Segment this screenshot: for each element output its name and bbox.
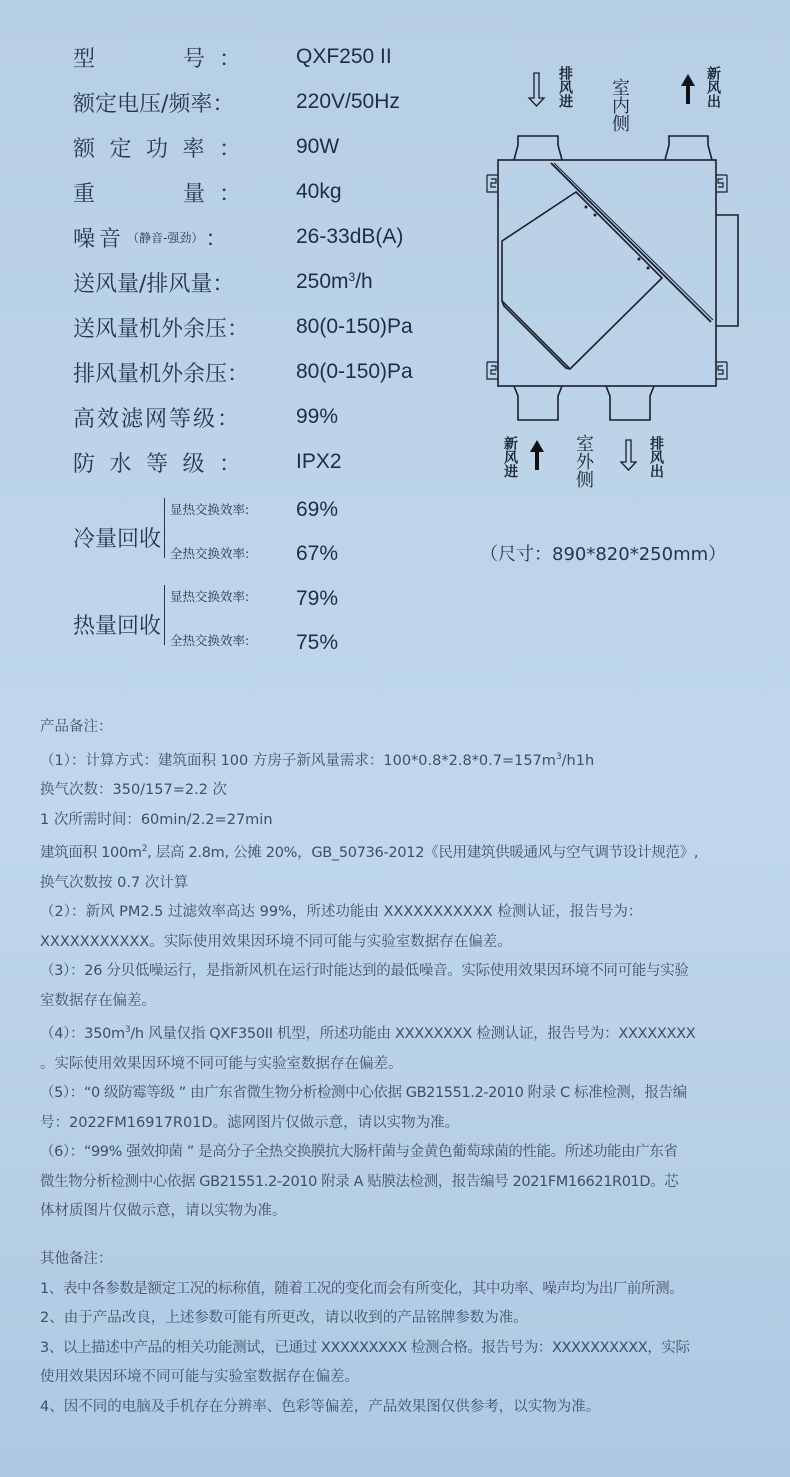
spec-value-filter: 99%: [296, 405, 339, 428]
label-char: 等: [145, 451, 168, 477]
spec-value-waterproof: IPX2: [296, 450, 342, 473]
recovery-title: 热量回收: [73, 614, 162, 639]
note-line: （5）：“0 级防霉等级 ” 由广东省微生物分析检测中心依据 GB21551.2-2010 附录 C 标准检测，报告编: [40, 1085, 687, 1101]
label-text: 噪音: [73, 226, 126, 252]
cooling-recovery-group: [73, 498, 373, 578]
note-text: /h 风量仅指 QXF350II 机型，所述功能由 XXXXXXXX 检测认证，报告号为：XXXXXXXX: [130, 1026, 696, 1042]
note-line: 微生物分析检测中心依据 GB21551.2-2010 附录 A 贴膜法检测，报告编号 2021FM16621R01D。芯: [40, 1173, 679, 1190]
note-line: 4、因不同的电脑及手机存在分辨率、色彩等偏差，产品效果图仅供参考，以实物为准。: [40, 1398, 601, 1415]
heating-recovery-group: [73, 585, 373, 665]
fresh-out-label: 新风出: [705, 66, 721, 108]
note-line: （2）：新风 PM2.5 过滤效率高达 99%，所述功能由 XXXXXXXXXXX 检测认证，报告号为：: [40, 904, 643, 920]
spec-value-voltage: 220V/50Hz: [296, 90, 400, 113]
label-char: 号: [182, 46, 205, 72]
outdoor-side-label: 室外侧: [573, 434, 594, 488]
note-line: 1、表中各参数是额定工况的标称值，随着工况的变化而会有所变化，其中功率、噪声均为出厂前所测。: [40, 1280, 684, 1297]
recovery-value: 67%: [296, 542, 339, 565]
spec-row-noise: [73, 222, 404, 252]
spec-label: [73, 87, 297, 118]
label-text: 高效滤网等级：: [73, 406, 242, 432]
spec-row-exhaust-pressure: [73, 357, 413, 387]
spec-value-supply-pressure: 80(0-150)Pa: [296, 315, 413, 338]
value-text: 250m: [296, 270, 349, 293]
spec-row-model: [73, 42, 392, 72]
spec-label: [73, 42, 241, 73]
exhaust-in-label: 排风进: [557, 66, 573, 108]
note-line: 1 次所需时间：60min/2.2=27min: [40, 811, 273, 828]
spec-label: [73, 177, 241, 208]
note-line: [40, 743, 760, 777]
dimensions-text: （尺寸：890*820*250mm）: [480, 544, 727, 565]
bracket-divider: [164, 498, 165, 558]
spec-label: [73, 402, 297, 433]
note-line: [40, 835, 760, 869]
recovery-sub-label: 全热交换效率:: [170, 633, 250, 648]
note-line: （3）：26 分贝低噪运行，是指新风机在运行时能达到的最低噪音。实际使用效果因环境不同可能与实验: [40, 963, 689, 979]
spec-row-voltage: [73, 87, 400, 117]
spec-row-airflow: [73, 267, 373, 297]
value-sup: 3: [348, 270, 356, 284]
note-line: 2、由于产品改良，上述参数可能有所更改，请以收到的产品铭牌参数为准。: [40, 1310, 528, 1326]
hollow-down-arrow-icon: [529, 73, 544, 106]
recovery-value: 79%: [296, 587, 339, 610]
note-sup: 3: [124, 1025, 131, 1035]
indoor-side-label: 室内侧: [609, 78, 630, 132]
recovery-value: 75%: [296, 631, 339, 654]
note-sup: 2: [141, 844, 148, 854]
note-sup: 3: [555, 751, 562, 762]
label-char: 功: [145, 136, 168, 162]
label-char: 额: [73, 136, 96, 162]
hollow-down-arrow-icon: [621, 440, 636, 470]
label-char: 率: [182, 136, 205, 162]
spec-label: [73, 447, 241, 478]
note-line: [40, 1016, 760, 1050]
spec-row-waterproof: [73, 447, 342, 477]
note-text: 建筑面积 100m: [40, 845, 142, 861]
spec-row-weight: [73, 177, 342, 207]
spec-row-supply-pressure: [73, 312, 413, 342]
note-text: /h1h: [561, 752, 595, 769]
note-line: 使用效果因环境不同可能与实验室数据存在偏差。: [40, 1369, 359, 1385]
note-line: 换气次数：350/157=2.2 次: [40, 782, 228, 798]
recovery-title: 冷量回收: [73, 527, 162, 552]
value-text: /h: [355, 270, 373, 293]
solid-up-arrow-icon: [530, 440, 544, 470]
spec-value-power: 90W: [296, 135, 340, 158]
label-text: 额定电压/频率：: [73, 91, 235, 117]
ventilator-schematic: [480, 60, 770, 500]
note-line: XXXXXXXXXXX。实际使用效果因环境不同可能与实验室数据存在偏差。: [40, 933, 512, 950]
label-char: 量: [182, 181, 205, 207]
spec-row-power: [73, 132, 340, 162]
note-line: 号：2022FM16917R01D。滤网图片仅做示意，请以实物为准。: [40, 1114, 460, 1131]
note-text: （1）：计算方式：建筑面积 100 方房子新风量需求：100*0.8*2.8*0.7=157m: [40, 752, 556, 769]
product-notes: [40, 713, 760, 1227]
note-text: , 层高 2.8m, 公摊 20%，GB_50736-2012《民用建筑供暖通风与空气调节设计规范》,: [147, 845, 699, 861]
notes-title: 其他备注：: [40, 1251, 113, 1267]
label-char: 重: [73, 181, 96, 207]
solid-up-arrow-icon: [681, 74, 695, 104]
recovery-sub-label: 显热交换效率:: [170, 589, 250, 604]
note-line: 室数据存在偏差。: [40, 992, 156, 1009]
fresh-in-label: 新风进: [502, 436, 518, 478]
label-colon: ：: [218, 136, 241, 162]
label-subtext: （静音-强劲）: [127, 230, 204, 245]
label-char: 水: [109, 451, 132, 477]
spec-label: [73, 357, 297, 388]
spec-label: [73, 312, 297, 343]
spec-value-airflow: [296, 270, 373, 294]
label-colon: ：: [218, 46, 241, 72]
bracket-divider: [164, 585, 165, 645]
label-text: 排风量机外余压：: [73, 361, 250, 387]
note-line: 体材质图片仅做示意，请以实物为准。: [40, 1203, 287, 1219]
note-text: （4）：350m: [40, 1026, 125, 1042]
note-line: （6）：“99% 强效抑菌 ” 是高分子全热交换膜抗大肠杆菌与金黄色葡萄球菌的性能。所述功能由广东省: [40, 1144, 678, 1160]
spec-value-weight: 40kg: [296, 180, 342, 203]
label-text: 送风量机外余压：: [73, 316, 250, 342]
note-line: 换气次数按 0.7 次计算: [40, 874, 189, 891]
recovery-sub-label: 显热交换效率:: [170, 502, 250, 517]
spec-value-exhaust-pressure: 80(0-150)Pa: [296, 360, 413, 383]
note-line: 3、以上描述中产品的相关功能测试，已通过 XXXXXXXXX 检测合格。报告号为：XXXXXXXXXX，实际: [40, 1339, 690, 1356]
label-char: 防: [73, 451, 96, 477]
other-notes: [40, 1245, 760, 1422]
notes-title: 产品备注：: [40, 719, 113, 735]
spec-value-model: QXF250 II: [296, 45, 392, 68]
recovery-sub-label: 全热交换效率:: [170, 546, 250, 561]
label-colon: ：: [205, 226, 228, 252]
spec-row-filter: [73, 402, 339, 432]
exhaust-out-label: 排风出: [648, 436, 664, 478]
label-char: 级: [182, 451, 205, 477]
label-char: 定: [109, 136, 132, 162]
note-line: 。实际使用效果因环境不同可能与实验室数据存在偏差。: [40, 1055, 403, 1072]
recovery-value: 69%: [296, 498, 339, 521]
spec-value-noise: 26-33dB(A): [296, 225, 404, 248]
spec-label: [73, 132, 241, 163]
label-text: 送风量/排风量：: [73, 271, 235, 297]
label-char: 型: [73, 46, 96, 72]
spec-label: [73, 222, 241, 253]
label-colon: ：: [218, 451, 241, 477]
label-colon: ：: [218, 181, 241, 207]
spec-label: [73, 267, 297, 298]
